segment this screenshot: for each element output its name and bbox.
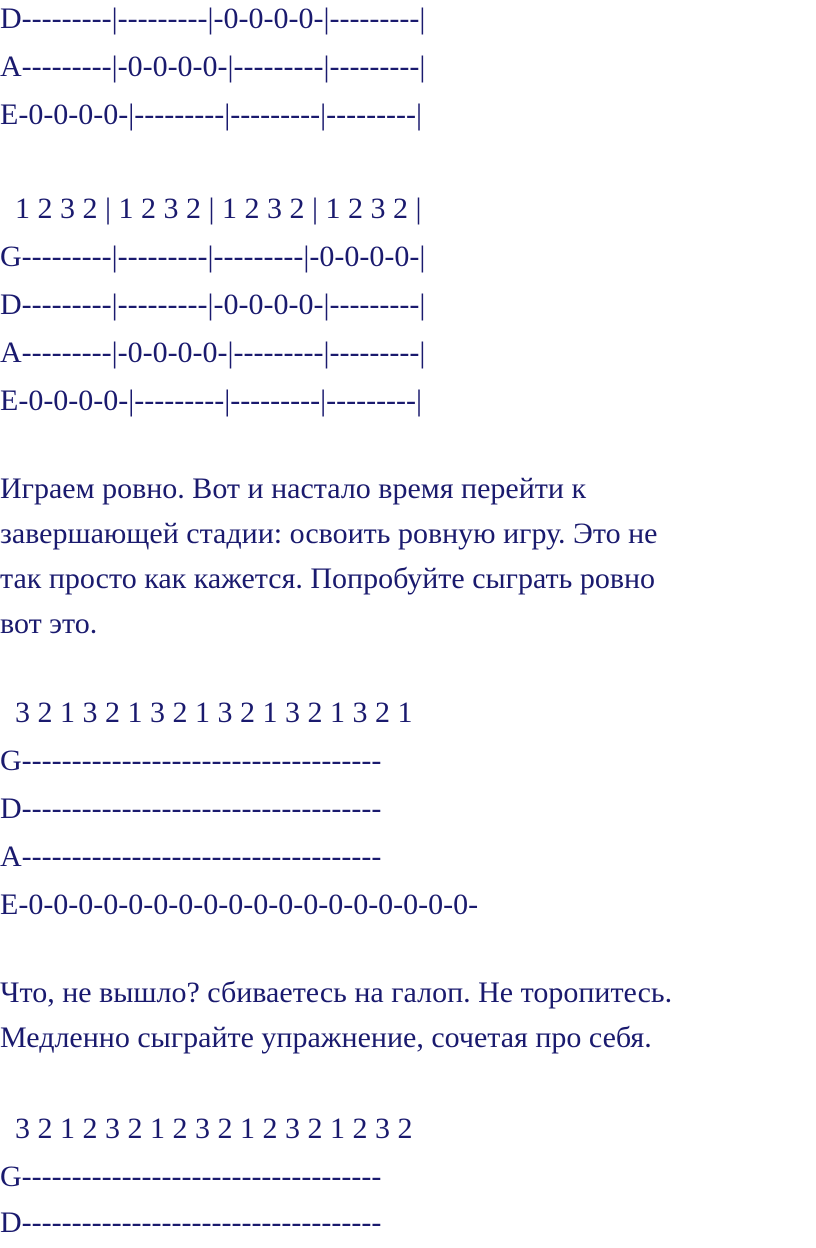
tab-line-a: A---------|-0-0-0-0-|---------|---------| bbox=[0, 336, 426, 369]
tab-line-g: G------------------------------------ bbox=[0, 1160, 382, 1193]
paragraph-line: Что, не вышло? сбиваетесь на галоп. Не торопитесь. bbox=[0, 976, 673, 1009]
paragraph-line: так просто как кажется. Попробуйте сыграть ровно bbox=[0, 562, 656, 595]
tab-line-a: A---------|-0-0-0-0-|---------|---------| bbox=[0, 50, 426, 83]
tab-line-g: G---------|---------|---------|-0-0-0-0-| bbox=[0, 240, 426, 273]
tab-line-d: D---------|---------|-0-0-0-0-|---------| bbox=[0, 2, 426, 35]
tab-count-line: 1 2 3 2 | 1 2 3 2 | 1 2 3 2 | 1 2 3 2 | bbox=[0, 192, 422, 225]
paragraph-line: Играем ровно. Вот и настало время перейти к bbox=[0, 472, 587, 505]
tab-count-line: 3 2 1 3 2 1 3 2 1 3 2 1 3 2 1 3 2 1 bbox=[0, 696, 413, 729]
tab-line-e: E-0-0-0-0-0-0-0-0-0-0-0-0-0-0-0-0-0-0- bbox=[0, 888, 479, 921]
tab-line-e: E-0-0-0-0-|---------|---------|---------| bbox=[0, 98, 423, 131]
tab-count-line: 3 2 1 2 3 2 1 2 3 2 1 2 3 2 1 2 3 2 bbox=[0, 1112, 413, 1145]
tab-line-g: G------------------------------------ bbox=[0, 744, 382, 777]
tab-line-d: D---------|---------|-0-0-0-0-|---------| bbox=[0, 288, 426, 321]
tab-line-d: D------------------------------------ bbox=[0, 1206, 382, 1239]
tab-line-d: D------------------------------------ bbox=[0, 792, 382, 825]
paragraph-line: вот это. bbox=[0, 607, 98, 640]
paragraph-line: завершающей стадии: освоить ровную игру. Это не bbox=[0, 517, 658, 550]
tab-line-a: A------------------------------------ bbox=[0, 840, 382, 873]
tab-line-e: E-0-0-0-0-|---------|---------|---------| bbox=[0, 384, 423, 417]
paragraph-line: Медленно сыграйте упражнение, сочетая про себя. bbox=[0, 1021, 652, 1054]
